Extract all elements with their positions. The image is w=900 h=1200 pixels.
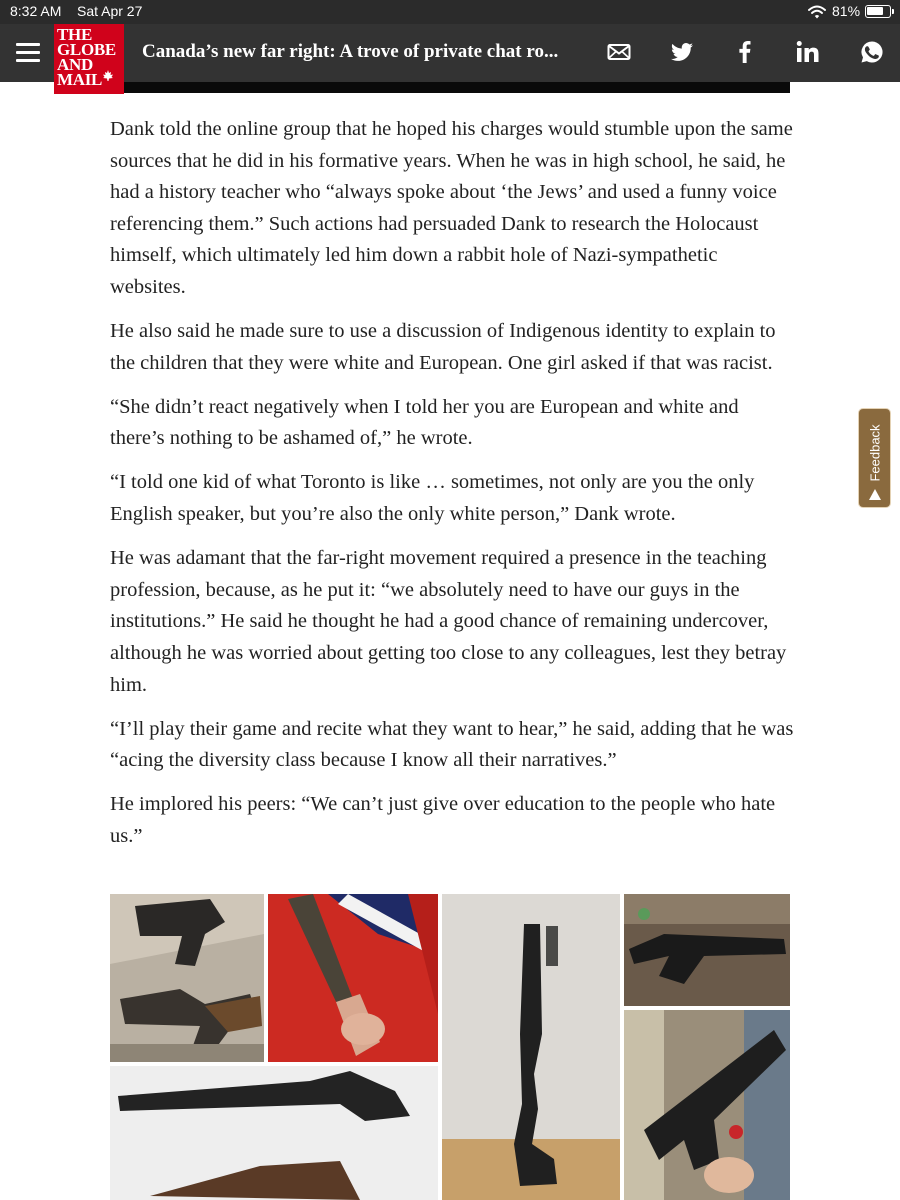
wifi-icon	[808, 4, 826, 20]
shotgun-photo[interactable]	[442, 894, 620, 1200]
article-title: Canada’s new far right: A trove of private chat ro...	[142, 41, 559, 62]
battery-icon	[865, 5, 891, 18]
hamburger-icon[interactable]	[16, 41, 40, 63]
hero-image-strip	[110, 82, 790, 93]
article-paragraph: He was adamant that the far-right movement required a presence in the teaching profession, because, as he put it: “we absolutely need to have our guys in the institutions.” He said he thought he had a good chance of remaining undercover, although he was worried about getting too close to any colleagues, lest they betray him.	[110, 547, 787, 696]
article-paragraph: “I told one kid of what Toronto is like … sometimes, not only are you the only English speaker, but you’re also the only white person,” Dank wrote.	[110, 471, 755, 526]
maple-leaf-icon	[102, 70, 114, 82]
photo-gallery	[110, 894, 790, 1200]
twitter-icon[interactable]	[670, 40, 694, 64]
lever-shotgun-photo[interactable]	[110, 1066, 438, 1200]
status-date: Sat Apr 27	[77, 3, 143, 19]
globe-and-mail-logo[interactable]	[54, 24, 124, 94]
email-icon[interactable]	[607, 40, 631, 64]
logo-line: MAIL	[57, 70, 103, 89]
feedback-label: Feedback	[867, 424, 883, 482]
whatsapp-icon[interactable]	[860, 40, 884, 64]
rifle-stock-photo[interactable]	[624, 894, 790, 1006]
article-paragraph: “She didn’t react negatively when I told her you are European and white and there’s nothing to be ashamed of,” he wrote.	[110, 395, 739, 450]
handgun-revolver-photo[interactable]	[110, 894, 264, 1062]
article-paragraph: “I’ll play their game and recite what they want to hear,” he said, adding that he was “acing the diversity class because I know all their narratives.”	[110, 717, 794, 772]
status-bar	[0, 0, 900, 24]
knife-flag-photo[interactable]	[268, 894, 438, 1062]
feedback-button[interactable]	[858, 408, 891, 508]
battery-percent: 81%	[832, 3, 861, 19]
top-navigation	[0, 24, 900, 89]
facebook-icon[interactable]	[733, 40, 757, 64]
article-body	[110, 114, 794, 865]
status-time: 8:32 AM	[10, 3, 62, 19]
logo-line: AND	[57, 55, 93, 74]
logo-line: GLOBE	[57, 40, 116, 59]
article-paragraph: Dank told the online group that he hoped his charges would stumble upon the same sources that he did in his formative years. When he was in high school, he said, he had a history teacher who “always spoke about ‘the Jews’ and used a funny voice referencing them.” Such actions had persuaded Dank to research the Holocaust himself, which ultimately led him down a rabbit hole of Nazi-sympathetic websites.	[110, 118, 793, 298]
ar-rifle-photo[interactable]	[624, 1010, 790, 1200]
article-paragraph: He also said he made sure to use a discussion of Indigenous identity to explain to the children that they were white and European. One girl asked if that was racist.	[110, 320, 776, 374]
article-paragraph: He implored his peers: “We can’t just give over education to the people who hate us.”	[110, 793, 776, 847]
linkedin-icon[interactable]	[796, 40, 820, 64]
logo-line: THE	[57, 25, 93, 44]
arrow-up-icon	[869, 489, 881, 500]
battery-fill	[867, 7, 883, 15]
